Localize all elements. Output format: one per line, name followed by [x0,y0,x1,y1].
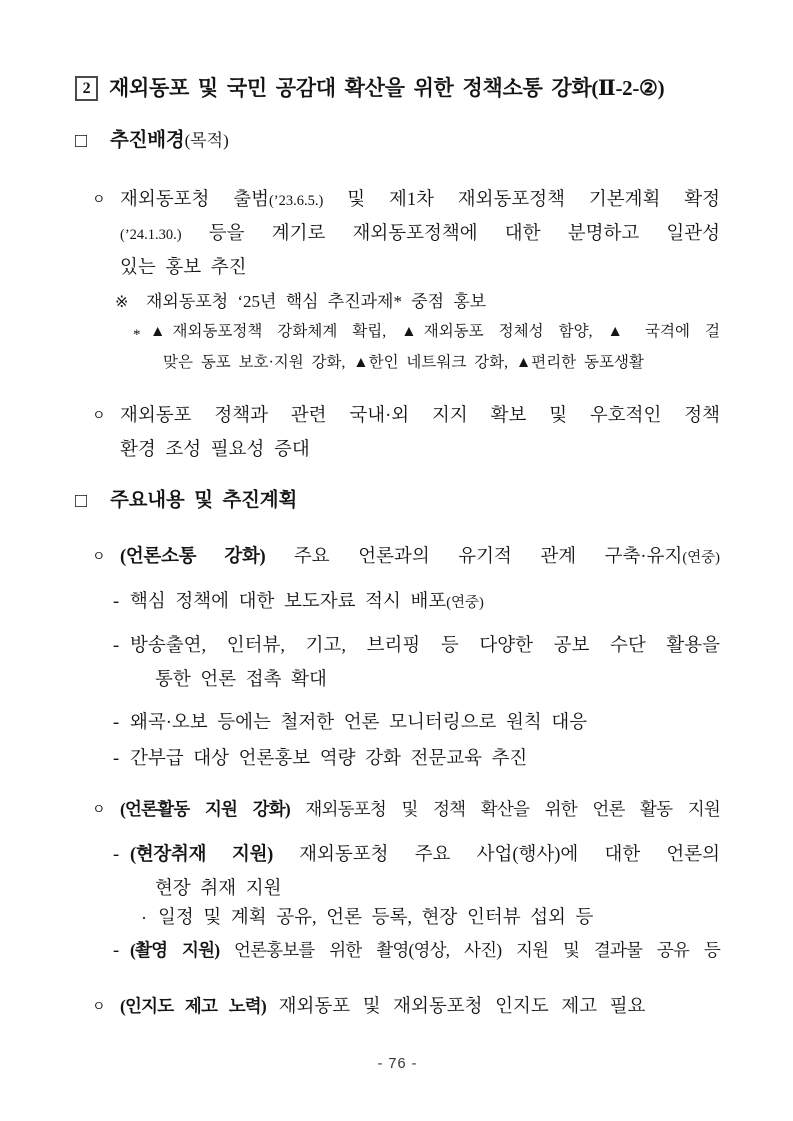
reference-note-text: 재외동포청 ‘25년 핵심 추진과제* 중점 홍보 [146,292,487,311]
background-bullet1-line2 [75,222,720,247]
plan-dash3-text: 왜곡·오보 등에는 철저한 언론 모니터링으로 원칙 대응 [130,713,588,733]
plan-dash5-line2 [75,877,720,902]
plan-dash1-text: 핵심 정책에 대한 보도자료 적시 배포 [130,592,447,612]
reference-note [75,291,720,314]
page-content [75,0,720,1121]
plan-dash6-label: (촬영 지원) [130,940,220,960]
plan-bullet3 [75,995,720,1020]
plan-dash1 [75,590,720,615]
background-bullet1-text4: 있는 홍보 추진 [120,258,247,278]
plan-dash2-text1: 방송출연, 인터뷰, 기고, 브리핑 등 다양한 공보 수단 활용을 [130,636,720,656]
title-code: (Ⅱ-2-②) [591,76,665,100]
page-number-text: - 76 - [377,1056,418,1072]
plan-date: (’24.1.30.) [120,227,182,243]
plan-dash1-period: (연중) [446,595,484,611]
title-text: 재외동포 및 국민 공감대 확산을 위한 정책소통 강화 [109,76,592,100]
plan-bullet1 [75,545,720,570]
plan-bullet1-period: (연중) [682,550,720,566]
title-number-box: 2 [75,76,98,101]
dot-marker: · [141,908,147,928]
plan-dash5-text2: 현장 취재 지원 [155,879,282,899]
background-bullet2-text1: 재외동포 정책과 관련 국내·외 지지 확보 및 우호적인 정책 [120,406,720,426]
dash-marker: - [113,592,120,612]
dash-marker: - [113,941,120,961]
plan-bullet2-label: (언론활동 지원 강화) [120,799,290,819]
plan-dash5-text1: 재외동포청 주요 사업(행사)에 대한 언론의 [273,845,720,865]
page-number [75,1055,720,1075]
background-bullet1-line3 [75,256,720,281]
plan-dash2-line2 [75,668,720,693]
plan-bullet2 [75,798,720,823]
section-heading-plan-label: 주요내용 및 추진계획 [110,490,298,511]
background-bullet2-line2 [75,438,720,463]
background-bullet1-text3: 등을 계기로 재외동포정책에 대한 분명하고 일관성 [181,224,720,244]
doc-title [75,74,720,102]
plan-subdetail [75,906,720,931]
background-bullet1-line1 [75,188,720,213]
launch-date: (’23.6.5.) [268,193,324,209]
circle-bullet-marker: ㅇ [92,193,106,208]
background-bullet1-text2: 및 제1차 재외동포정책 기본계획 확정 [323,190,720,210]
plan-dash6-text: 언론홍보를 위한 촬영(영상, 사진) 지원 및 결과물 공유 등 [219,940,720,960]
section-heading-plan [75,488,720,514]
circle-bullet-marker: ㅇ [92,409,106,424]
dash-marker: - [113,713,120,733]
circle-bullet-marker: ㅇ [92,803,106,818]
plan-dash4 [75,747,720,772]
dash-marker: - [113,749,120,769]
background-bullet2-text2: 환경 조성 필요성 증대 [120,440,310,460]
footnote-line2 [75,353,720,374]
plan-bullet2-text: 재외동포청 및 정책 확산을 위한 언론 활동 지원 [289,799,720,819]
plan-dash5-label: (현장취재 지원) [130,845,274,865]
plan-bullet1-label: (언론소통 강화) [120,547,266,567]
dash-marker: - [113,845,120,865]
background-bullet1-text: 재외동포청 출범 [120,190,269,210]
plan-dash2-text2: 통한 언론 접촉 확대 [155,670,327,690]
section-heading-background-label: 추진배경 [110,130,185,151]
plan-bullet3-label: (인지도 제고 노력) [120,996,266,1016]
asterisk-marker: * [133,327,141,343]
dash-marker: - [113,636,120,656]
plan-bullet3-text: 재외동포 및 재외동포청 인지도 제고 필요 [265,997,646,1017]
reference-marker: ※ [115,294,129,311]
circle-bullet-marker: ㅇ [92,550,106,565]
plan-dash3 [75,711,720,736]
section-heading-background-note: (목적) [184,131,229,150]
circle-bullet-marker: ㅇ [92,1000,106,1015]
plan-dash4-text: 간부급 대상 언론홍보 역량 강화 전문교육 추진 [130,749,528,769]
footnote-text1: ▲재외동포정책 강화체계 확립, ▲재외동포 정체성 함양, ▲ 국격에 걸 [150,323,720,340]
section-heading-background [75,128,720,154]
plan-dash2-line1 [75,634,720,659]
plan-dash5-line1 [75,843,720,868]
footnote-line1 [75,322,720,343]
square-marker: □ [75,490,87,512]
footnote-text2: 맞은 동포 보호·지원 강화, ▲한인 네트워크 강화, ▲편리한 동포생활 [163,354,644,371]
square-marker: □ [75,130,87,152]
plan-dash6 [75,939,720,964]
plan-bullet1-text: 주요 언론과의 유기적 관계 구축·유지 [265,547,683,567]
background-bullet2-line1 [75,404,720,429]
plan-subdetail-text: 일정 및 계획 공유, 언론 등록, 현장 인터뷰 섭외 등 [158,908,594,928]
